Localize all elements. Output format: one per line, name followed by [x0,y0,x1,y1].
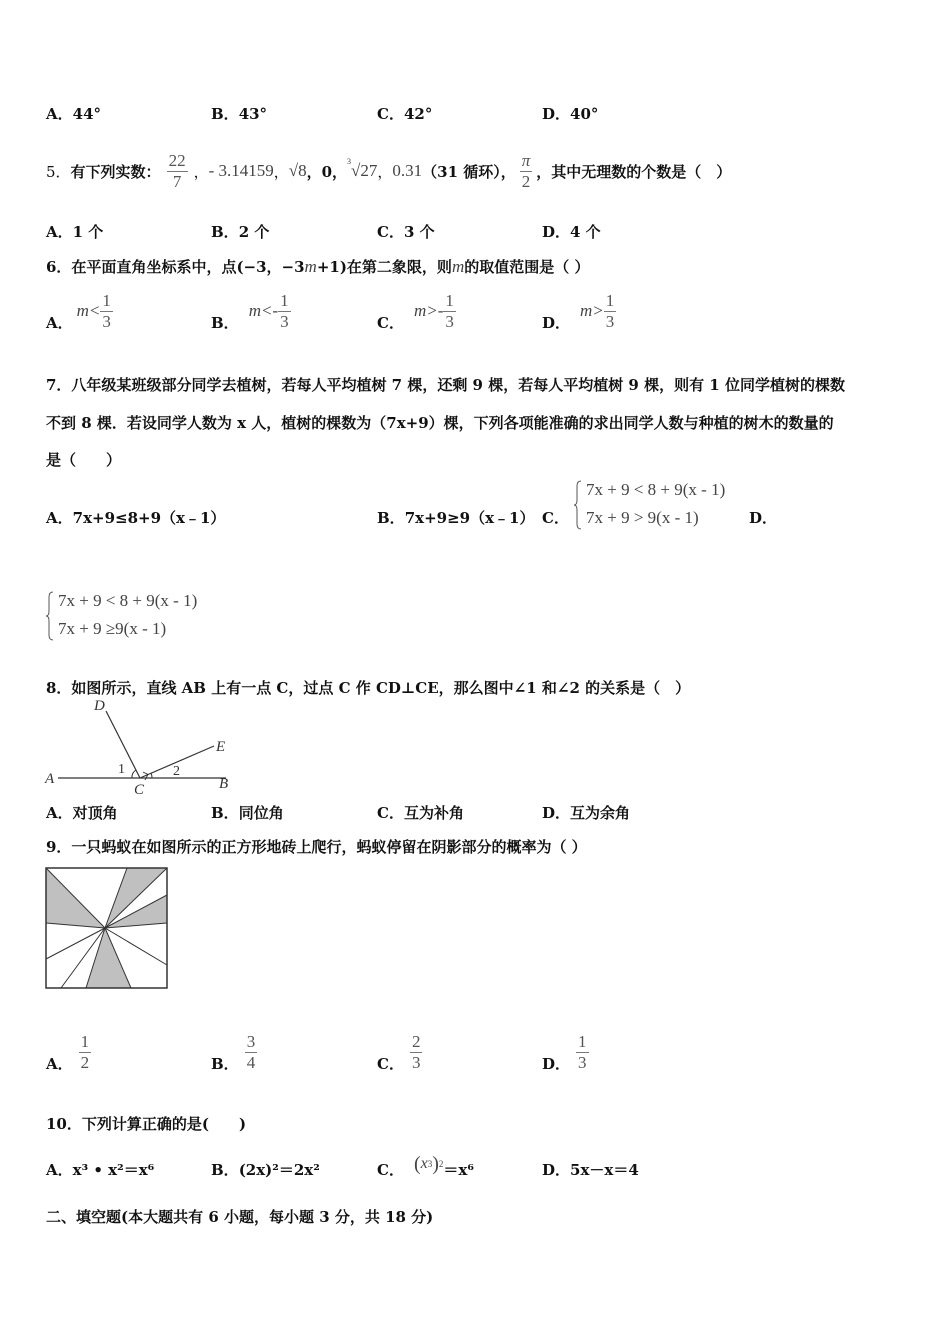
q8-option-a: A．对顶角 [46,804,118,822]
label-e: E [216,739,226,755]
q4-option-a: A．44° [46,105,102,123]
q8-option-d: D．互为余角 [542,804,631,822]
q7-option-c-system: 7x + 9 < 8 + 9(x - 1) 7x + 9 > 9(x - 1) [574,480,744,532]
q10-option-b: B．(2x)²＝2x² [211,1161,320,1179]
q4-option-b: B．43° [211,105,268,123]
q7-stem-line2: 不到 8 棵．若设同学人数为 x 人，植树的棵数为（7x+9）棵，下列各项能准确的求出同学人数与种植的树木的数量的 [46,414,834,432]
q5-tail: ，其中无理数的个数是（ ） [536,162,732,181]
q7-stem-line3: 是（ ） [46,451,122,469]
label-d: D [94,698,105,714]
q6-option-a: A． m< $\frac{1}{3}$ [46,290,111,332]
q6-option-b: B． m<- $\frac{1}{3}$ [211,290,289,332]
q5-cbrt27: 3 √27 [347,157,378,180]
q6-stem: 6．在平面直角坐标系中，点(−3，−3m+1)在第二象限，则m的取值范围是（ ） [46,257,590,276]
q5-option-d: D．4 个 [542,223,601,241]
q9-option-b: B． $\frac{3}{4}$ [211,1031,256,1073]
q5-neg-pi: - 3.14159 [208,161,274,180]
q5-option-b: B．2 个 [211,223,270,241]
q10-option-c: C． ( x 3 ) 2 ＝x⁶ [377,1152,474,1179]
q7-option-d-system: 7x + 9 < 8 + 9(x - 1) 7x + 9 ≥9(x - 1) [46,591,216,643]
q8-figure [44,695,244,797]
q7-stem-line1: 7．八年级某班级部分同学去植树，若每人平均植树 7 棵，还剩 9 棵，若每人平均植树 9 棵，则有 1 位同学植树的棵数 [46,376,845,394]
section-2-heading: 二、填空题(本大题共有 6 小题，每小题 3 分，共 18 分) [46,1208,434,1226]
q9-option-c: C． $\frac{2}{3}$ [377,1031,421,1073]
brace-icon [574,480,582,530]
q7-option-a: A．7x+9≤8+9（x﹣1） [46,509,226,527]
label-angle-1: 1 [118,762,125,777]
q7-option-d-label: D． [749,509,778,527]
q5-repeating-decimal: 0.31 [392,161,423,180]
q5-fraction-pi-2: $\frac{\pi}{2}$ [521,150,531,191]
label-c: C [134,782,145,797]
q6-option-d: D． m> $\frac{1}{3}$ [542,290,615,332]
q5-fraction-22-7: $\frac{22}{7}$ [168,150,186,191]
angle-1-arc [132,770,136,778]
q6-m: m [304,257,317,276]
q5-sqrt8: √8 [288,161,307,180]
q5-option-c: C．3 个 [377,223,435,241]
q5-option-a: A．1 个 [46,223,104,241]
q4-option-d: D．40° [542,105,599,123]
q8-option-c: C．互为补角 [377,804,464,822]
brace-icon [46,591,54,641]
q8-option-b: B．同位角 [211,804,284,822]
q10-option-d: D．5x－x＝4 [542,1161,639,1179]
q5-lead: 有下列实数： [70,162,161,181]
q7-option-c-label: C． [542,509,569,527]
q10-stem: 10．下列计算正确的是( ) [46,1115,247,1133]
q9-stem: 9．一只蚂蚁在如图所示的正方形地砖上爬行，蚂蚁停留在阴影部分的概率为（ ） [46,838,587,856]
q9-option-a: A． $\frac{1}{2}$ [46,1031,90,1073]
q10-option-a: A．x³ • x²＝x⁶ [46,1161,155,1179]
q8-stem: 8．如图所示，直线 AB 上有一点 C，过点 C 作 CD⊥CE，那么图中∠1 和∠2 的关系是（ ） [46,679,691,697]
q5-repeat-note: （31 循环）， [422,162,516,181]
label-a: A [45,771,55,787]
angle-2-arc [151,773,152,778]
q7-option-b: B．7x+9≥9（x﹣1） [377,509,535,527]
label-b: B [219,776,229,792]
q5-number: 5． [46,162,71,181]
q4-option-c: C．42° [377,105,433,123]
q9-option-d: D． $\frac{1}{3}$ [542,1031,587,1073]
q5-stem: 5． 有下列实数： $\frac{22}{7}$ ， - 3.14159 ， √8 ，0， 3 √27 ， 0.31 （31 循环）， $\frac{\pi}{2}$ ，其中无理数的个数是（ ） [46,150,732,191]
q6-option-c: C． m>- $\frac{1}{3}$ [377,290,454,332]
q9-square-tile-figure [45,867,169,989]
label-angle-2: 2 [173,764,180,779]
